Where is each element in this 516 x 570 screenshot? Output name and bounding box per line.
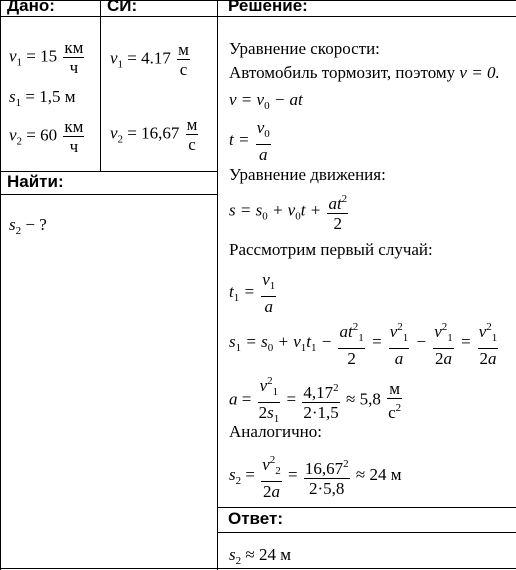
si-v1: $v_1 = 4.17$ м с — [110, 40, 189, 79]
formula-motion: $s = s_0 + v_0t$ + $\frac{at^2}{2}$ — [229, 190, 350, 233]
formula-time: t = $\frac{v_0}{a}$ — [229, 118, 270, 164]
header-si: СИ: — [107, 0, 138, 15]
solution-line3: Уравнение движения: — [229, 165, 386, 184]
border-left — [0, 0, 1, 570]
solution-line4: Рассмотрим первый случай: — [229, 240, 433, 259]
solution-line1: Уравнение скорости: — [229, 39, 380, 58]
formula-s1: $s_1 = s_0 + v_1t_1$ − $\frac{at^2_1}{2}$ = $\frac{v^2_1}{a}$ − $\frac{v^2_1}{2a}$ = $\frac{v^2_1}{2a}$ — [229, 318, 500, 368]
divider-col-2 — [217, 0, 218, 570]
given-v2: $v_2 = 60$ км ч — [9, 117, 84, 156]
header-dano: Дано: — [7, 0, 55, 15]
divider-answer-bottom — [217, 532, 516, 533]
header-reshenie: Решение: — [228, 0, 308, 15]
formula-acceleration: a = $\frac{v^2_1}{2s_1}$ = $\frac{4,17^2}{2\cdot 1,5}$ ≈ 5,8 м $с^2$ — [229, 372, 404, 429]
formula-velocity: $v = v_0$ − at — [229, 90, 303, 112]
solution-line2: Автомобиль тормозит, поэтому v = 0. — [229, 63, 500, 82]
header-underline — [0, 16, 516, 17]
given-s1: $s_1 = 1,5$ м — [9, 87, 76, 109]
header-otvet: Ответ: — [228, 509, 283, 528]
answer-s2: $s_2 \approx 24$ м — [229, 545, 291, 567]
divider-find-bottom — [0, 194, 218, 195]
header-naiti: Найти: — [7, 172, 64, 191]
find-s2: $s_2$ − ? — [9, 215, 47, 237]
given-v1: $v_1 = 15$ км ч — [9, 38, 84, 77]
formula-t1: $t_1$ = $\frac{v_1}{a}$ — [229, 270, 276, 316]
border-bottom — [0, 568, 516, 569]
divider-answer-top — [217, 507, 516, 508]
formula-s2: $s_2$ = $\frac{v^2_2}{2a}$ = $\frac{16,67^2}{2\cdot 5,8}$ ≈ 24 м — [229, 451, 401, 501]
divider-col-1 — [100, 0, 101, 171]
solution-line5: Аналогично: — [229, 422, 322, 441]
si-v2: $v_2 = 16,67$ м с — [110, 115, 198, 154]
